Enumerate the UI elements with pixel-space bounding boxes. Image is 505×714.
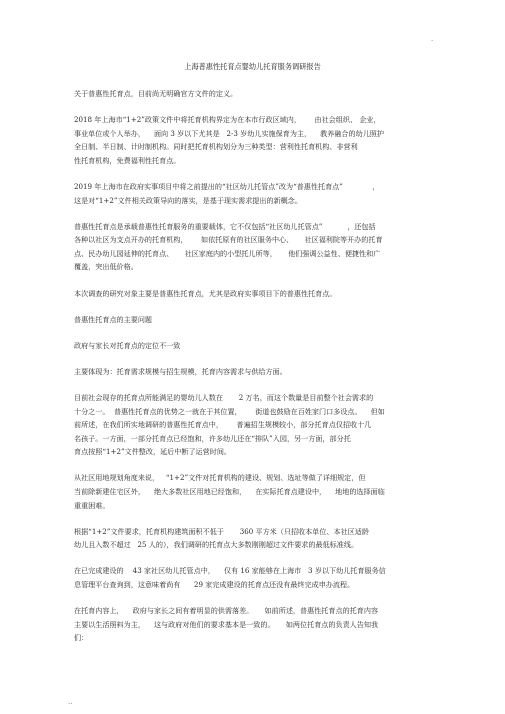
paragraph-line: 事业单位或个人举办， 面向 3 岁以下尤其是 2-3 岁幼儿实施保育为主， 教养融合的幼儿照护 bbox=[74, 128, 384, 138]
paragraph bbox=[74, 113, 436, 167]
paragraph-line: 目前社会现存的托育点所能满足的婴幼儿人数在 2 万名，而这个数量是目前整个社会需求的 bbox=[74, 392, 374, 402]
paragraph-line: 幼儿且入数不超过 25 人的），我们调研的托育点大多数刚刚超过文件要求的最低标准线。 bbox=[74, 540, 359, 550]
paragraph-line: 性托育机构，免费福利性托育点。 bbox=[74, 155, 181, 165]
paragraph bbox=[74, 391, 436, 459]
paragraph-line: 在托育内容上， 政府与家长之间有着明显的供需落差。 如前所述，普惠性托育点的托育内容 bbox=[74, 606, 379, 616]
paragraph bbox=[74, 365, 436, 379]
paragraph-line: 主要体现为：托育需求规模与招生规模，托育内容需求与供给方面。 bbox=[74, 366, 287, 376]
paragraph bbox=[74, 313, 436, 327]
paragraph-line: 根据“1+2”文件要求，托育机构建筑面积不低于 360 平方米（只招收本单位、本社区适龄 bbox=[74, 526, 369, 536]
paragraph-line: 普惠性托育点的主要问题 bbox=[74, 314, 153, 324]
paragraph bbox=[74, 604, 436, 645]
document-title: 上海普惠性托育点婴幼儿托育服务调研报告 bbox=[184, 62, 321, 71]
paragraph-line: 从社区用地规划角度来说， “1+2”文件对托育机构的建设、规划、选址等做了详细规定，但 bbox=[74, 473, 366, 483]
paragraph bbox=[74, 287, 436, 301]
paragraph-line: 名孩子。一方面，一部分托育点已经饱和，许多幼儿还在“排队”入园，另一方面，部分托 bbox=[74, 433, 351, 443]
paragraph-line: 关于普惠性托育点，目前尚无明确官方文件的定义。 bbox=[74, 89, 238, 98]
paragraph-line: 政府与家长对托育点的定位不一致 bbox=[74, 340, 181, 350]
paragraph bbox=[74, 87, 436, 101]
paragraph bbox=[74, 180, 436, 207]
paragraph-line: 息管理平台查询到，这意味着尚有 29 家完成建设的托育点还没有最终完成申办流程。 bbox=[74, 579, 355, 589]
paragraph-line: 育点按照“1+2”文件整改，延后中断了运营时间。 bbox=[74, 447, 232, 457]
paragraph bbox=[74, 525, 436, 552]
paragraph-line: 普惠性托育点是承载普惠性托育服务的重要载体，它不仅包括“社区幼儿托管点” ，还包括 bbox=[74, 221, 376, 231]
paragraph-line: 前所述，在我们所实地调研的普惠性托育点中， 普遍招生规模较小，部分托育点仅招收十几 bbox=[74, 420, 372, 430]
paragraph bbox=[74, 220, 436, 274]
paragraph-line: 十分之一。 普惠性托育点的优势之一就在于其位置， 街道也鼓励在百姓家门口多设点。 但如 bbox=[74, 406, 385, 416]
paragraph-line: 这是对“1+2”文件相关政策导向的落实，是基于现实需求提出的新概念。 bbox=[74, 195, 302, 205]
paragraph-line: 全日制、半日制、计时制机构。同时把托育机构划分为三种类型：营利性托育机构、非营利 bbox=[74, 142, 358, 152]
paragraph-line: 本次调查的研究对象主要是普惠性托育点，尤其是政府实事项目下的普惠性托育点。 bbox=[74, 288, 337, 298]
paragraph-line: 重重困难。 bbox=[74, 500, 110, 510]
paragraph-line: 2019 年上海市在政府实事项目中将之前提出的“社区幼儿托管点”改为“普惠性托育点” ， bbox=[74, 181, 380, 191]
paragraph-line: 主要以生活照料为主， 这与政府对他们的要求基本是一致的。 如两位托育点的负责人告知我 bbox=[74, 619, 379, 629]
paragraph-line: 在已完成建设的 43 家社区幼儿托管点中， 仅有 16 家能够在上海市 3 岁以下幼儿托育服务信 bbox=[74, 566, 386, 576]
paragraph-line: 当前除新建住宅区外， 绝大多数社区用地已经饱和， 在实际托育点建设中， 地地的选择面临 bbox=[74, 486, 385, 496]
paragraph-line: 2018 年上海市“1+2”政策文件中将托育机构界定为在本市行政区域内， 由社会组织、 企业， bbox=[74, 115, 381, 125]
paragraph bbox=[74, 339, 436, 353]
paragraph bbox=[74, 564, 436, 591]
paragraph-line: 点、民办幼儿园延伸的托育点、 社区家庭内的小型托儿所等， 他们强调公益性、便捷性和广 bbox=[74, 248, 381, 258]
paragraph-line: 覆盖，突出低价格。 bbox=[74, 262, 138, 272]
paragraph bbox=[74, 471, 436, 512]
paragraph-line: 们： bbox=[74, 633, 89, 643]
paragraph-line: 各种以社区为支点开办的托育机构， 如依托原有的社区服务中心、 社区福利院等开办的托育 bbox=[74, 235, 383, 245]
page-footer-mark: .. bbox=[68, 698, 73, 706]
page-corner-mark: · bbox=[431, 37, 434, 45]
document-body bbox=[74, 87, 436, 657]
